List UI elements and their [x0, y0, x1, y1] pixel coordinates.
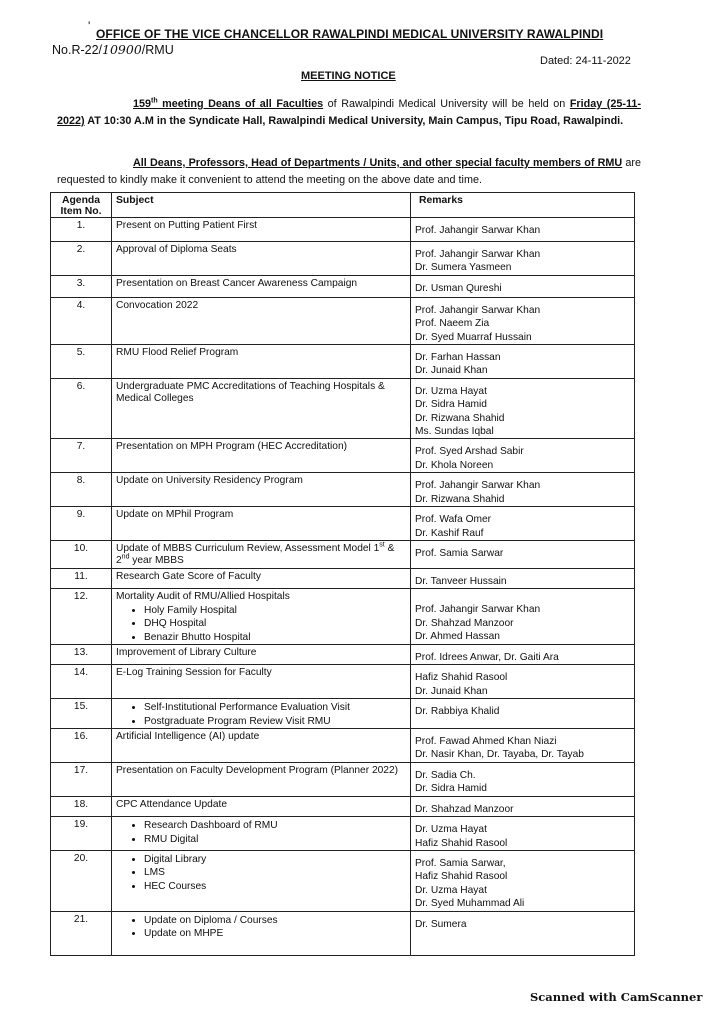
subject-text: Update on MPhil Program — [116, 509, 234, 521]
meeting-paragraph — [57, 96, 641, 130]
subject-text: Presentation on MPH Program (HEC Accreditation) — [116, 441, 348, 453]
agenda-subject — [112, 540, 411, 568]
agenda-remarks — [411, 540, 635, 568]
agenda-remarks — [411, 589, 635, 645]
agenda-item-number: 5. — [51, 345, 112, 379]
remark-name: Dr. Usman Qureshi — [415, 282, 502, 294]
table-header-row — [51, 193, 635, 218]
agenda-remarks — [411, 439, 635, 473]
remark-name: Dr. Uzma Hayat — [415, 884, 487, 896]
remark-name: Prof. Naeem Zia — [415, 318, 490, 330]
remark-name: Dr. Nasir Khan, Dr. Tayaba, Dr. Tayab — [415, 749, 584, 761]
agenda-remarks — [411, 507, 635, 541]
table-row — [51, 911, 635, 955]
agenda-subject — [112, 473, 411, 507]
table-row — [51, 439, 635, 473]
agenda-item-number: 4. — [51, 297, 112, 344]
agenda-subject — [112, 297, 411, 344]
table-row — [51, 297, 635, 344]
subject-text: Mortality Audit of RMU/Allied Hospitals — [116, 591, 290, 603]
remark-name: Prof. Fawad Ahmed Khan Niazi — [415, 736, 557, 748]
agenda-subject — [112, 911, 411, 955]
agenda-subject — [112, 665, 411, 699]
table-row — [51, 568, 635, 588]
table-row — [51, 665, 635, 699]
agenda-subject — [112, 729, 411, 763]
agenda-item-number: 18. — [51, 796, 112, 816]
agenda-item-number: 13. — [51, 645, 112, 665]
remark-name: Prof. Idrees Anwar, Dr. Gaiti Ara — [415, 652, 559, 664]
subject-bullet-list — [116, 701, 406, 728]
subject-text: Improvement of Library Culture — [116, 647, 257, 659]
subject-bullet: • DHQ Hospital — [144, 617, 406, 630]
agenda-item-number: 14. — [51, 665, 112, 699]
subject-bullet-list — [116, 819, 406, 846]
table-row — [51, 762, 635, 796]
agenda-remarks — [411, 297, 635, 344]
subject-bullet: • Update on MHPE — [144, 927, 406, 940]
agenda-item-number: 8. — [51, 473, 112, 507]
remark-name: Hafiz Shahid Rasool — [415, 837, 508, 849]
agenda-item-number: 3. — [51, 275, 112, 297]
subject-bullet-list — [116, 853, 406, 893]
table-row — [51, 540, 635, 568]
agenda-subject — [112, 218, 411, 242]
remark-name: Dr. Sidra Hamid — [415, 399, 487, 411]
table-row — [51, 729, 635, 763]
remark-name: Dr. Shahzad Manzoor — [415, 803, 514, 815]
subject-text: Update on University Residency Program — [116, 475, 303, 487]
agenda-remarks — [411, 568, 635, 588]
remark-name: Dr. Rizwana Shahid — [415, 493, 505, 505]
subject-bullet: • Benazir Bhutto Hospital — [144, 631, 406, 644]
remark-name: Dr. Tanveer Hussain — [415, 575, 507, 587]
remark-name: Dr. Uzma Hayat — [415, 385, 487, 397]
agenda-subject — [112, 345, 411, 379]
agenda-remarks — [411, 242, 635, 276]
table-row — [51, 796, 635, 816]
agenda-subject — [112, 242, 411, 276]
agenda-subject — [112, 568, 411, 588]
header-subject: Subject — [112, 193, 411, 218]
subject-text: Research Gate Score of Faculty — [116, 570, 261, 582]
subject-bullet: • Postgraduate Program Review Visit RMU — [144, 715, 406, 728]
agenda-remarks — [411, 665, 635, 699]
remark-name: Hafiz Shahid Rasool — [415, 871, 508, 883]
remark-name: Dr. Shahzad Manzoor — [415, 617, 514, 629]
subject-text: Artificial Intelligence (AI) update — [116, 731, 260, 743]
table-row — [51, 275, 635, 297]
agenda-remarks — [411, 218, 635, 242]
remark-name: Dr. Uzma Hayat — [415, 824, 487, 836]
subject-bullet: • Update on Diploma / Courses — [144, 914, 406, 927]
agenda-item-number: 19. — [51, 817, 112, 851]
attendee-groups: All Deans, Professors, Head of Departments / Units, and other special faculty members of RMU — [133, 157, 623, 169]
remark-name: Prof. Jahangir Sarwar Khan — [415, 604, 541, 616]
agenda-item-number: 10. — [51, 540, 112, 568]
agenda-item-number: 15. — [51, 699, 112, 729]
agenda-item-number: 11. — [51, 568, 112, 588]
remark-name: Prof. Samia Sarwar — [415, 547, 504, 559]
agenda-remarks — [411, 817, 635, 851]
subject-text: RMU Flood Relief Program — [116, 347, 239, 359]
meeting-time-venue: AT 10:30 A.M in the Syndicate Hall, Rawalpindi Medical University, Main Campus, Tipu Road, Rawalpindi. — [84, 115, 624, 127]
subject-bullet: • Holy Family Hospital — [144, 604, 406, 617]
table-row — [51, 645, 635, 665]
remark-name: Dr. Sadia Ch. — [415, 769, 476, 781]
table-row — [51, 699, 635, 729]
remark-name: Dr. Junaid Khan — [415, 685, 488, 697]
agenda-remarks — [411, 762, 635, 796]
remark-name: Prof. Samia Sarwar, — [415, 857, 506, 869]
ref-suffix: /RMU — [141, 43, 174, 57]
agenda-subject — [112, 850, 411, 911]
meeting-number: 159th meeting Deans of all Faculties — [133, 97, 324, 110]
agenda-item-number: 21. — [51, 911, 112, 955]
table-row — [51, 345, 635, 379]
office-title: OFFICE OF THE VICE CHANCELLOR RAWALPINDI MEDICAL UNIVERSITY RAWALPINDI — [96, 27, 604, 41]
table-row — [51, 473, 635, 507]
remark-name: Dr. Syed Muhammad Ali — [415, 898, 525, 910]
remark-name: Dr. Syed Muarraf Hussain — [415, 331, 532, 343]
remark-name: Dr. Junaid Khan — [415, 365, 488, 377]
agenda-remarks — [411, 473, 635, 507]
remark-name: Prof. Wafa Omer — [415, 514, 492, 526]
agenda-item-number: 2. — [51, 242, 112, 276]
camscanner-watermark: Scanned with CamScanner — [530, 990, 703, 1004]
agenda-item-number: 20. — [51, 850, 112, 911]
agenda-item-number: 6. — [51, 378, 112, 439]
meeting-text: of Rawalpindi Medical University will be held on — [323, 98, 570, 110]
remark-name: Dr. Rabbiya Khalid — [415, 706, 500, 718]
agenda-remarks — [411, 699, 635, 729]
table-row — [51, 507, 635, 541]
remark-name: Dr. Ahmed Hassan — [415, 631, 500, 643]
agenda-item-number: 1. — [51, 218, 112, 242]
remark-name: Ms. Sundas Iqbal — [415, 426, 494, 438]
agenda-subject — [112, 645, 411, 665]
ref-prefix: No.R-22/ — [52, 43, 103, 57]
subject-text: Undergraduate PMC Accreditations of Teaching Hospitals & Medical Colleges — [116, 380, 385, 405]
subject-text: Convocation 2022 — [116, 299, 199, 311]
agenda-item-number: 12. — [51, 589, 112, 645]
remark-name: Dr. Kashif Rauf — [415, 527, 484, 539]
agenda-subject — [112, 275, 411, 297]
table-row — [51, 378, 635, 439]
agenda-subject — [112, 699, 411, 729]
header-agenda-no: Agenda Item No. — [51, 193, 112, 218]
agenda-remarks — [411, 796, 635, 816]
subject-text: CPC Attendance Update — [116, 798, 228, 810]
agenda-subject — [112, 439, 411, 473]
agenda-subject — [112, 762, 411, 796]
date-line: Dated: 24-11-2022 — [540, 55, 631, 67]
subject-bullet: • Research Dashboard of RMU — [144, 819, 406, 832]
subject-bullet-list — [116, 914, 406, 941]
subject-text: Presentation on Faculty Development Program (Planner 2022) — [116, 764, 399, 776]
agenda-subject — [112, 378, 411, 439]
table-row — [51, 850, 635, 911]
remark-name: Dr. Farhan Hassan — [415, 352, 501, 364]
agenda-subject — [112, 817, 411, 851]
subject-bullet: • HEC Courses — [144, 880, 406, 893]
table-row — [51, 817, 635, 851]
remark-name: Dr. Khola Noreen — [415, 459, 494, 471]
remark-name: Dr. Rizwana Shahid — [415, 412, 505, 424]
agenda-item-number: 9. — [51, 507, 112, 541]
agenda-item-number: 7. — [51, 439, 112, 473]
agenda-remarks — [411, 378, 635, 439]
subject-bullet: • RMU Digital — [144, 833, 406, 846]
table-row — [51, 242, 635, 276]
remark-name: Prof. Syed Arshad Sabir — [415, 446, 524, 458]
subject-bullet: • Digital Library — [144, 853, 406, 866]
subject-bullet: • LMS — [144, 866, 406, 879]
attendance-paragraph — [57, 155, 641, 189]
header-remarks: Remarks — [411, 193, 635, 218]
subject-bullet-list — [116, 604, 406, 644]
remark-name: Dr. Sumera — [415, 918, 467, 930]
subject-text: E-Log Training Session for Faculty — [116, 667, 272, 679]
notice-title: MEETING NOTICE — [301, 70, 396, 82]
remark-name: Dr. Sumera Yasmeen — [415, 262, 512, 274]
agenda-item-number: 17. — [51, 762, 112, 796]
subject-text: Update of MBBS Curriculum Review, Assessment Model 1st & 2nd year MBBS — [116, 541, 395, 567]
agenda-subject — [112, 507, 411, 541]
remark-name: Prof. Jahangir Sarwar Khan — [415, 480, 541, 492]
agenda-remarks — [411, 850, 635, 911]
agenda-item-number: 16. — [51, 729, 112, 763]
attendance-text: are requested to kindly make it convenient to attend the meeting on the above date and time. — [57, 157, 641, 186]
agenda-subject — [112, 796, 411, 816]
remark-name: Prof. Jahangir Sarwar Khan — [415, 304, 541, 316]
agenda-table — [50, 192, 635, 956]
subject-text: Present on Putting Patient First — [116, 220, 257, 231]
remark-name: Hafiz Shahid Rasool — [415, 672, 508, 684]
agenda-remarks — [411, 345, 635, 379]
remark-name: Prof. Jahangir Sarwar Khan — [415, 249, 541, 260]
remark-name: Prof. Jahangir Sarwar Khan — [415, 225, 541, 236]
ref-handwritten: 10900 — [102, 42, 142, 57]
meeting-date: Friday (25-11-2022) — [57, 98, 641, 127]
agenda-subject — [112, 589, 411, 645]
subject-text: Presentation on Breast Cancer Awareness Campaign — [116, 277, 358, 289]
table-row — [51, 589, 635, 645]
subject-bullet: • Self-Institutional Performance Evaluation Visit — [144, 701, 406, 714]
subject-text: Approval of Diploma Seats — [116, 244, 237, 255]
header-mark: ' — [88, 19, 91, 33]
table-row — [51, 218, 635, 242]
agenda-remarks — [411, 275, 635, 297]
reference-number — [52, 42, 174, 57]
agenda-remarks — [411, 645, 635, 665]
remark-name: Dr. Sidra Hamid — [415, 783, 487, 795]
agenda-remarks — [411, 911, 635, 955]
agenda-remarks — [411, 729, 635, 763]
